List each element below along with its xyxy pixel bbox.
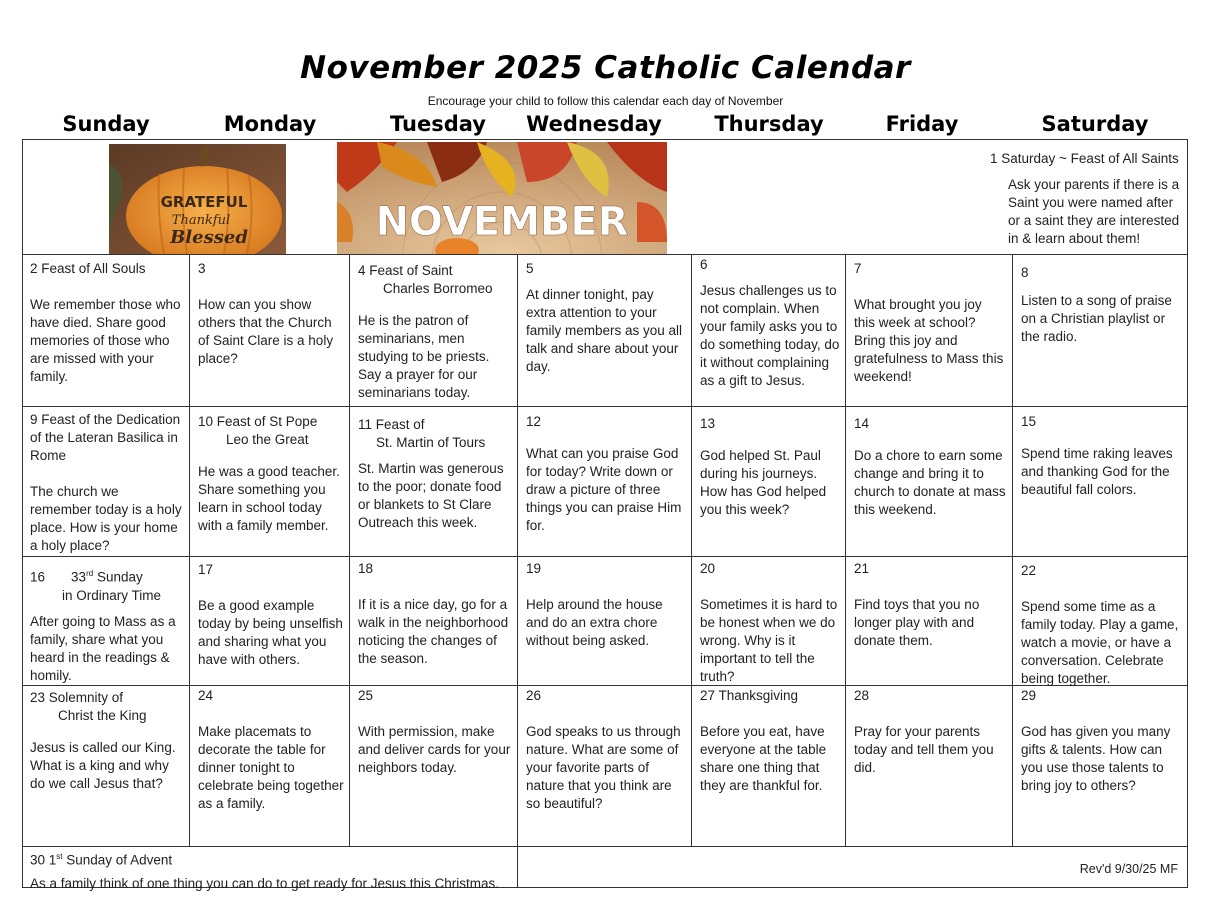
day-cell-27 — [700, 687, 840, 795]
day-30-ordinal-suffix: st — [56, 852, 63, 861]
day-19-text: Help around the house and do an extra chore without being asked. — [526, 597, 663, 648]
day-cell-14 — [854, 415, 1006, 519]
day-16-heading-2: in Ordinary Time — [62, 587, 162, 603]
day-cell-18 — [358, 560, 512, 668]
day-4-text: He is the patron of seminarians, men studying to be priests. Say a prayer for our seminarians today. — [358, 313, 490, 400]
day-12-text: What can you praise God for today? Write down or draw a picture of three things you can praise Him for. — [526, 446, 682, 533]
day-25-text: With permission, make and deliver cards for your neighbors today. — [358, 724, 511, 775]
day-cell-20 — [700, 560, 840, 686]
revision-note: Rev'd 9/30/25 MF — [1079, 862, 1178, 876]
day-16-heading — [30, 565, 182, 587]
day-cell-13 — [700, 415, 840, 519]
day-cell-24 — [198, 687, 344, 813]
day-2-text: We remember those who have died. Share good memories of those who are missed with your family. — [30, 297, 181, 384]
day-header-wednesday: Wednesday — [526, 112, 662, 136]
day-27-heading: 27 Thanksgiving — [700, 688, 799, 703]
day-4-heading-2: Charles Borromeo — [383, 281, 493, 296]
day-30-heading — [30, 848, 510, 870]
row-divider — [22, 685, 1188, 686]
pumpkin-text-thankful: Thankful — [171, 213, 231, 228]
day-cell-21 — [854, 560, 1006, 650]
day-12-heading: 12 — [526, 414, 542, 429]
day-7-text: What brought you joy this week at school? Bring this joy and gratefulness to Mass this weekend! — [854, 297, 1004, 384]
day-9-text: The church we remember today is a holy place. How is your home a holy place? — [30, 484, 182, 553]
day-cell-23 — [30, 689, 182, 793]
page-subtitle: Encourage your child to follow this calendar each day of November — [427, 94, 784, 108]
day-header-thursday: Thursday — [714, 112, 824, 136]
day-16-heading-rest: Sunday — [93, 569, 143, 585]
day-cell-2 — [30, 260, 182, 386]
day-16-ordinal: 33 — [71, 569, 87, 585]
november-banner-image — [337, 142, 667, 254]
day-cell-22 — [1021, 562, 1181, 688]
day-cell-6 — [700, 256, 840, 390]
day-1-text: Ask your parents if there is a Saint you were named after or a saint they are interested in & learn about them! — [1008, 177, 1180, 246]
row-divider — [22, 846, 1188, 847]
day-17-text: Be a good example today by being unselfish and sharing what you have with others. — [198, 598, 343, 667]
day-cell-29 — [1021, 687, 1181, 795]
day-11-heading: 11 Feast of — [358, 417, 425, 432]
day-cell-15 — [1021, 413, 1181, 499]
day-cell-16 — [30, 565, 182, 685]
banner-text: NOVEMBER — [375, 199, 629, 245]
day-14-text: Do a chore to earn some change and bring it to church to donate at mass this weekend. — [854, 448, 1006, 517]
day-cell-9 — [30, 411, 182, 555]
day-22-heading: 22 — [1021, 563, 1037, 578]
day-30-number: 30 1 — [30, 852, 57, 868]
day-25-heading: 25 — [358, 688, 374, 703]
col-divider — [845, 254, 846, 846]
day-20-heading: 20 — [700, 561, 716, 576]
day-11-heading-2: St. Martin of Tours — [376, 435, 486, 450]
row-divider — [22, 406, 1188, 407]
day-15-text: Spend time raking leaves and thanking God for the beautiful fall colors. — [1021, 446, 1173, 497]
day-11-text: St. Martin was generous to the poor; donate food or blankets to St Clare Outreach this week. — [358, 461, 504, 530]
day-3-text: How can you show others that the Church of Saint Clare is a holy place? — [198, 297, 334, 366]
day-16-number: 16 — [30, 569, 46, 585]
day-header-sunday: Sunday — [62, 112, 150, 136]
day-cell-7 — [854, 260, 1006, 386]
day-27-text: Before you eat, have everyone at the table share one thing that they are thankful for. — [700, 724, 827, 793]
col-divider — [1012, 254, 1013, 846]
day-7-heading: 7 — [854, 261, 862, 276]
day-20-text: Sometimes it is hard to be honest when we do wrong. Why is it important to tell the truth? — [700, 597, 838, 684]
day-28-heading: 28 — [854, 688, 870, 703]
day-6-heading: 6 — [700, 257, 708, 272]
day-16-ordinal-suffix: rd — [86, 569, 94, 578]
day-3-heading: 3 — [198, 261, 206, 276]
day-13-heading: 13 — [700, 416, 716, 431]
day-8-text: Listen to a song of praise on a Christian playlist or the radio. — [1021, 293, 1172, 344]
day-2-heading: 2 Feast of All Souls — [30, 261, 146, 276]
day-cell-10 — [198, 413, 344, 535]
col-divider — [691, 254, 692, 846]
day-22-text: Spend some time as a family today. Play a game, watch a movie, or have a conversation. Celebrate being together. — [1021, 599, 1179, 686]
day-30-heading-rest: Sunday of Advent — [62, 852, 173, 868]
day-10-heading: 10 Feast of St Pope — [198, 414, 318, 429]
day-8-heading: 8 — [1021, 265, 1029, 280]
day-5-text: At dinner tonight, pay extra attention to your family members as you all talk and share about your day. — [526, 287, 683, 374]
day-cell-11 — [358, 416, 512, 532]
day-15-heading: 15 — [1021, 414, 1037, 429]
day-cell-4 — [358, 262, 512, 402]
day-cell-17 — [198, 561, 344, 669]
day-header-friday: Friday — [885, 112, 959, 136]
day-cell-25 — [358, 687, 512, 777]
day-13-text: God helped St. Paul during his journeys. How has God helped you this week? — [700, 448, 827, 517]
day-18-heading: 18 — [358, 561, 374, 576]
day-26-text: God speaks to us through nature. What are some of your favorite parts of nature that you think are so beautiful? — [526, 724, 681, 811]
day-9-heading: 9 Feast of the Dedication of the Lateran Basilica in Rome — [30, 412, 181, 463]
day-cell-1 — [990, 150, 1182, 248]
col-divider — [517, 254, 518, 888]
row-divider — [22, 254, 1188, 255]
day-28-text: Pray for your parents today and tell them you did. — [854, 724, 994, 775]
day-16-text: After going to Mass as a family, share what you heard in the readings & homily. — [30, 613, 176, 683]
day-cell-12 — [526, 413, 686, 535]
day-cell-26 — [526, 687, 686, 813]
day-19-heading: 19 — [526, 561, 542, 576]
day-26-heading: 26 — [526, 688, 542, 703]
day-21-text: Find toys that you no longer play with and donate them. — [854, 597, 980, 648]
day-17-heading: 17 — [198, 562, 214, 577]
day-23-text: Jesus is called our King. What is a king and why do we call Jesus that? — [30, 740, 176, 791]
day-header-saturday: Saturday — [1041, 112, 1149, 136]
day-6-text: Jesus challenges us to not complain. When your family asks you to do something today, do it without complaining as a gift to Jesus. — [700, 283, 840, 388]
page-title: November 2025 Catholic Calendar — [300, 50, 911, 86]
day-header-monday: Monday — [223, 112, 317, 136]
day-14-heading: 14 — [854, 416, 870, 431]
day-24-text: Make placemats to decorate the table for dinner tonight to celebrate being together as a family. — [198, 724, 344, 811]
day-21-heading: 21 — [854, 561, 870, 576]
row-divider — [22, 556, 1188, 557]
day-23-heading-2: Christ the King — [58, 708, 147, 723]
day-29-text: God has given you many gifts & talents. How can you use those talents to bring joy to others? — [1021, 724, 1171, 793]
day-4-heading: 4 Feast of Saint — [358, 263, 453, 278]
day-cell-8 — [1021, 264, 1181, 346]
day-10-heading-2: Leo the Great — [226, 432, 309, 447]
day-cell-3 — [198, 260, 344, 368]
day-header-tuesday: Tuesday — [390, 112, 486, 136]
col-divider — [189, 254, 190, 846]
day-18-text: If it is a nice day, go for a walk in the neighborhood noticing the changes of the season. — [358, 597, 509, 666]
day-24-heading: 24 — [198, 688, 214, 703]
day-23-heading: 23 Solemnity of — [30, 690, 124, 705]
day-1-heading: 1 Saturday ~ Feast of All Saints — [990, 151, 1179, 166]
col-divider — [349, 254, 350, 846]
day-5-heading: 5 — [526, 261, 534, 276]
pumpkin-text-grateful: GRATEFUL — [160, 193, 248, 211]
day-cell-30 — [30, 848, 510, 893]
day-cell-5 — [526, 260, 686, 376]
day-29-heading: 29 — [1021, 688, 1037, 703]
pumpkin-image — [109, 144, 286, 254]
day-cell-28 — [854, 687, 1006, 777]
day-cell-19 — [526, 560, 686, 650]
day-30-text: As a family think of one thing you can do to get ready for Jesus this Christmas. — [30, 875, 499, 891]
day-10-text: He was a good teacher. Share something you learn in school today with a family member. — [198, 464, 340, 533]
pumpkin-text-blessed: Blessed — [170, 227, 248, 248]
